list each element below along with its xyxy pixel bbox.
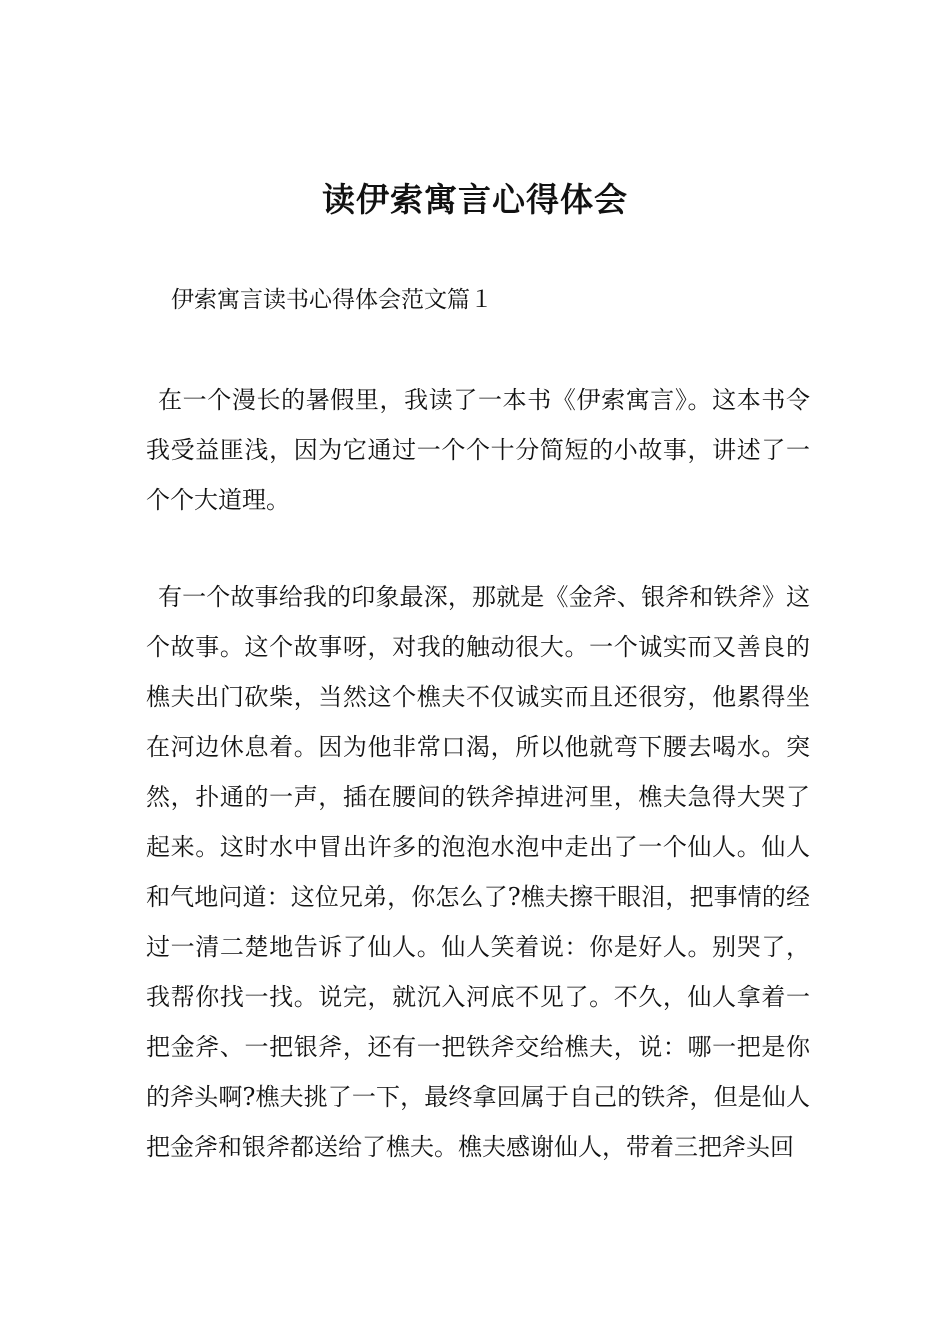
document-title: 读伊索寓言心得体会 (322, 180, 628, 219)
section-subtitle: 伊索寓言读书心得体会范文篇１ (171, 287, 493, 313)
paragraph-2: 有一个故事给我的印象最深，那就是《金斧、银斧和铁斧》这个故事。这个故事呀，对我的触动很大。一个诚实而又善良的樵夫出门砍柴，当然这个樵夫不仅诚实而且还很穷，他累得坐在河边休息着。因为他非常口渴，所以他就弯下腰去喝水。突然，扑通的一声，插在腰间的铁斧掉进河里，樵夫急得大哭了起来。这时水中冒出许多的泡泡水泡中走出了一个仙人。仙人和气地问道：这位兄弟，你怎么了?樵夫擦干眼泪，把事情的经过一清二楚地告诉了仙人。仙人笑着说：你是好人。别哭了，我帮你找一找。说完，就沉入河底不见了。不久，仙人拿着一把金斧、一把银斧，还有一把铁斧交给樵夫，说：哪一把是你的斧头啊?樵夫挑了一下，最终拿回属于自己的铁斧，但是仙人把金斧和银斧都送给了樵夫。樵夫感谢仙人，带着三把斧头回 (146, 583, 810, 1161)
paragraph-1: 在一个漫长的暑假里，我读了一本书《伊索寓言》。这本书令我受益匪浅，因为它通过一个个十分简短的小故事，讲述了一个个大道理。 (146, 386, 810, 514)
